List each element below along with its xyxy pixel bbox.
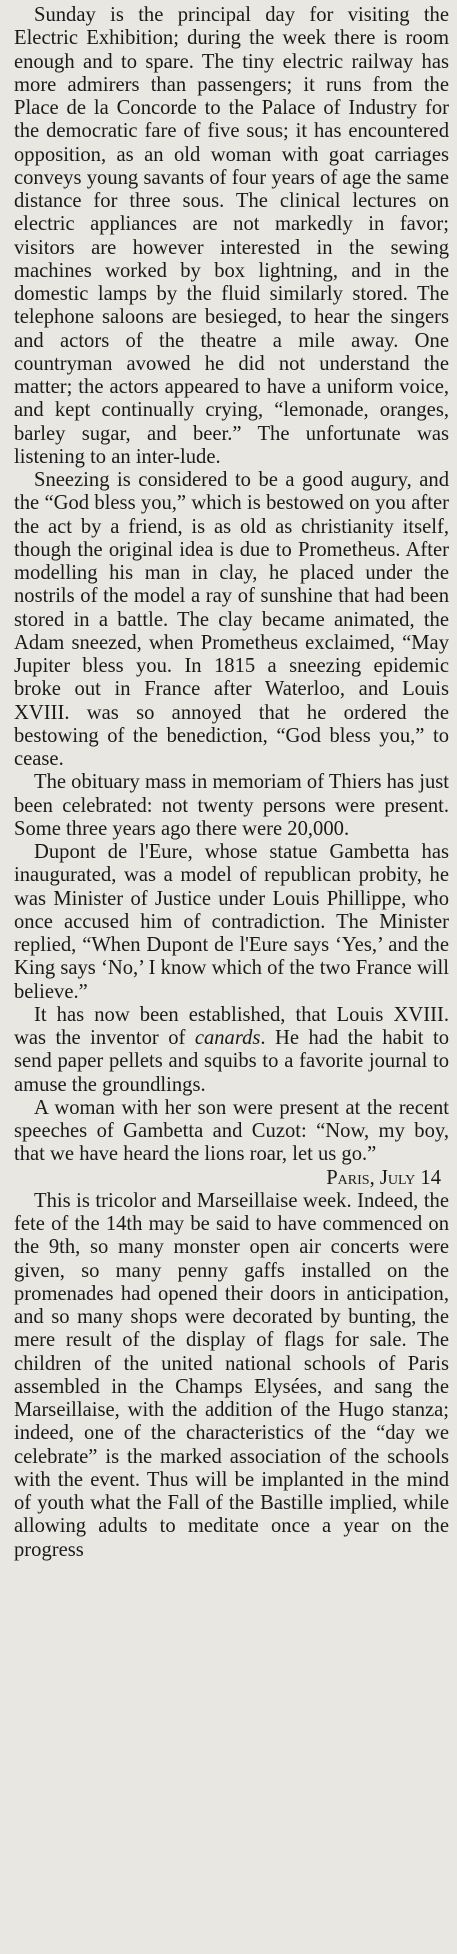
- paragraph-gambetta-lions: A woman with her son were present at the recent speeches of Gambetta and Cuzot: “Now, my boy, that we have heard the lions roar, let us go.”: [14, 1096, 449, 1166]
- paragraph-electric-exhibition: Sunday is the principal day for visiting the Electric Exhibition; during the week there is room enough and to spare. The tiny electric railway has more admirers than passengers; it runs from the Place de la Concorde to the Palace of Industry for the democratic fare of five sous; it has encountered opposition, as an old woman with goat carriages conveys young savants of four years of age the same distance for three sous. The clinical lectures on electric appliances are not markedly in favor; visitors are however interested in the sewing machines worked by box lightning, and in the domestic lamps by the fluid similarly stored. The telephone saloons are besieged, to hear the singers and actors of the theatre a mile away. One countryman avowed he did not understand the matter; the actors appeared to have a uniform voice, and kept continually crying, “lemonade, oranges, barley sugar, and beer.” The unfortunate was listening to an inter-lude.: [14, 4, 449, 468]
- dateline: Paris, July 14: [326, 1166, 441, 1189]
- paragraph-louis-canards: [14, 1004, 449, 1097]
- canards-text-after: . He had the habit to send paper pellets and squibs to a favorite journal to amuse the groundlings.: [14, 1027, 449, 1096]
- canards-italic: canards: [194, 1027, 261, 1049]
- canards-text-before: It has now been established, that Louis XVIII. was the inventor of: [14, 1003, 449, 1049]
- paragraph-tricolor-week: This is tricolor and Marseillaise week. Indeed, the fete of the 14th may be said to have commenced on the 9th, so many monster open air concerts were given, so many penny gaffs installed on the promenades had opened their doors in anticipation, and so many shops were decorated by bunting, the mere result of the display of flags for sale. The children of the united national schools of Paris assembled in the Champs Elysées, and sang the Marseillaise, with the addition of the Hugo stanza; indeed, one of the characteristics of the “day we celebrate” is the marked association of the schools with the event. Thus will be implanted in the mind of youth what the Fall of the Bastille implied, while allowing adults to meditate once a year on the progress: [14, 1189, 449, 1561]
- paragraph-thiers-mass: The obituary mass in memoriam of Thiers has just been celebrated: not twenty persons were present. Some three years ago there were 20,000.: [14, 771, 449, 840]
- paragraph-sneezing: Sneezing is considered to be a good augury, and the “God bless you,” which is bestowed on you after the act by a friend, is as old as christianity itself, though the original idea is due to Prometheus. After modelling his man in clay, he placed under the nostrils of the model a ray of sunshine that had been stored in a battle. The clay became animated, the Adam sneezed, when Prometheus exclaimed, “May Jupiter bless you. In 1815 a sneezing epidemic broke out in France after Waterloo, and Louis XVIII. was so annoyed that he ordered the bestowing of the benediction, “God bless you,” to cease.: [14, 469, 449, 770]
- paragraph-dupont-de-leure: Dupont de l'Eure, whose statue Gambetta has inaugurated, was a model of republican probity, he was Minister of Justice under Louis Phillippe, who once accused him of contradiction. The Minister replied, “When Dupont de l'Eure says ‘Yes,’ and the King says ‘No,’ I know which of the two France will believe.”: [14, 841, 449, 1003]
